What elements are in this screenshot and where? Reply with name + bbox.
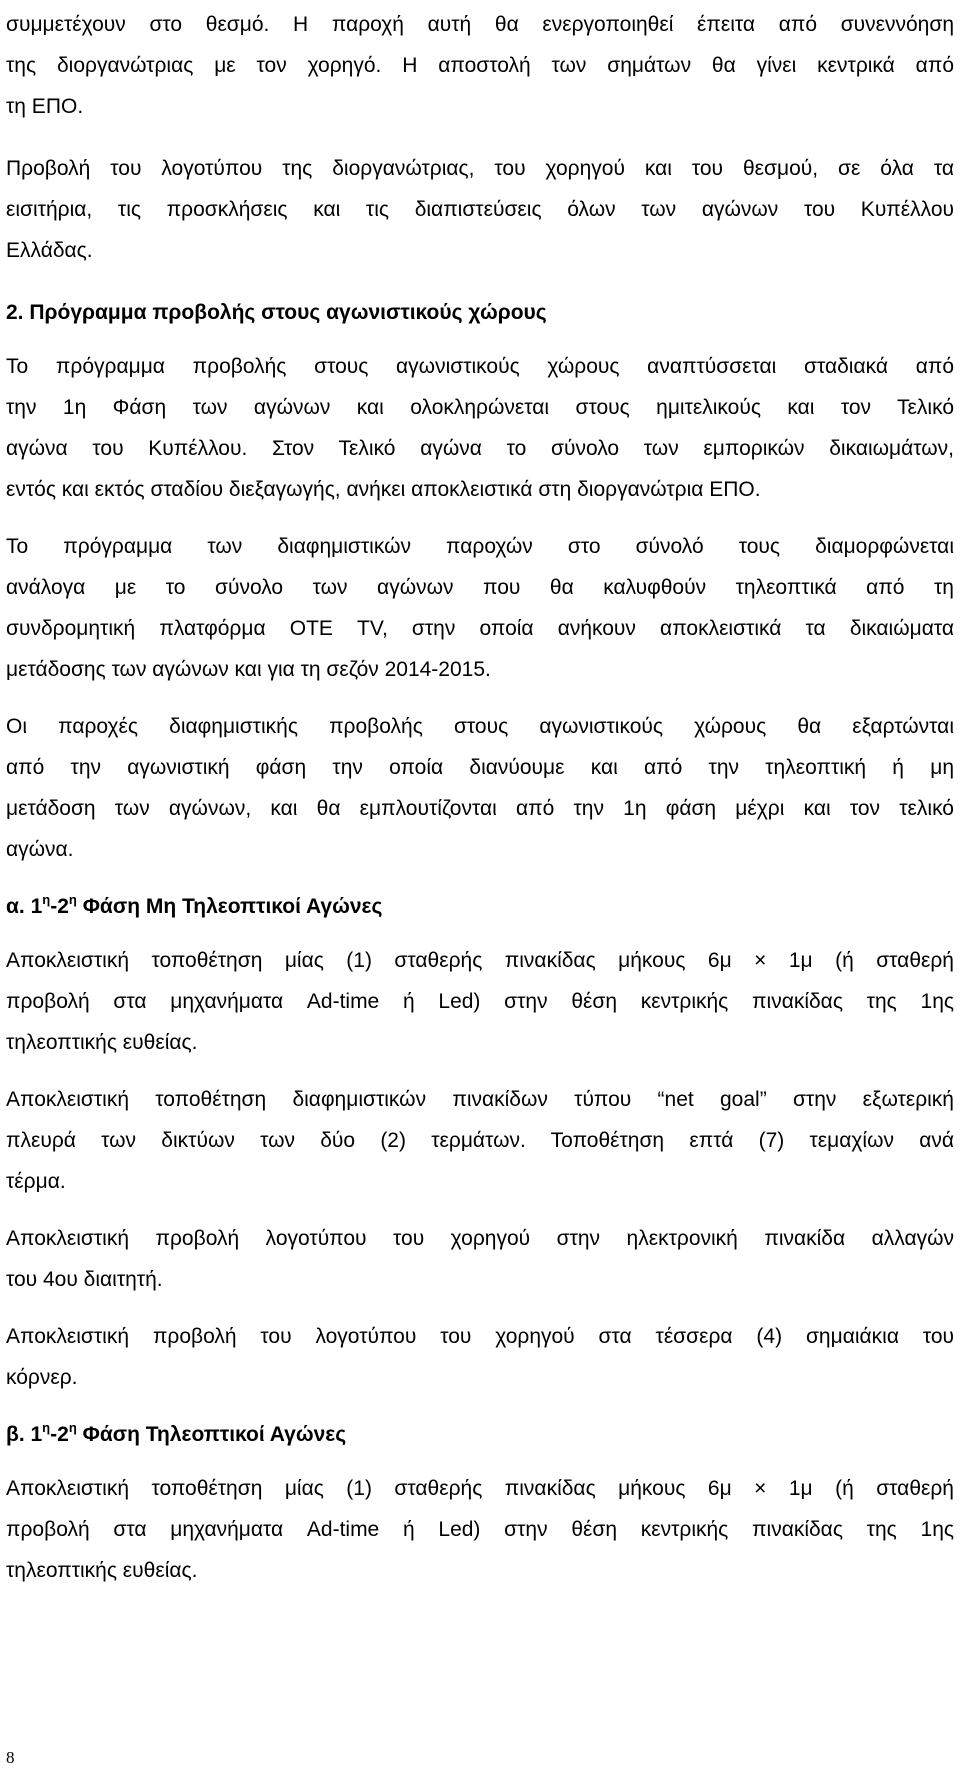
subsection-a-paragraph-2 xyxy=(6,1079,954,1202)
superscript: η xyxy=(42,892,51,907)
page-content xyxy=(6,4,954,1607)
text-line: Αποκλειστική προβολή του λογοτύπου του χορηγού στα τέσσερα (4) σημαιάκια του xyxy=(6,1325,954,1348)
text-line: αγώνα. xyxy=(6,838,74,861)
text-line: κόρνερ. xyxy=(6,1366,78,1389)
text-line: συνδρομητική πλατφόρμα ΟΤΕ TV, στην οποία ανήκουν αποκλειστικά τα δικαιώματα xyxy=(6,617,954,640)
text-line: αγώνα του Κυπέλλου. Στον Τελικό αγώνα το σύνολο των εμπορικών δικαιωμάτων, xyxy=(6,437,954,460)
text-line: Οι παροχές διαφημιστικής προβολής στους αγωνιστικούς χώρους θα εξαρτώνται xyxy=(6,715,954,738)
section-2-paragraph-1 xyxy=(6,346,954,510)
logo-projection-paragraph xyxy=(6,148,954,271)
text-line: μετάδοσης των αγώνων και για τη σεζόν 2014-2015. xyxy=(6,658,491,681)
subsection-b-prefix: β. 1 xyxy=(6,1423,43,1446)
text-line: πλευρά των δικτύων των δύο (2) τερμάτων. Τοποθέτηση επτά (7) τεμαχίων ανά xyxy=(6,1129,954,1152)
subsection-a-dash: -2 xyxy=(50,895,69,918)
text-line: μετάδοση των αγώνων, και θα εμπλουτίζονται από την 1η φάση μέχρι και τον τελικό xyxy=(6,797,954,820)
section-2-heading: 2. Πρόγραμμα προβολής στους αγωνιστικούς χώρους xyxy=(6,301,547,324)
text-line: Αποκλειστική τοποθέτηση διαφημιστικών πινακίδων τύπου “net goal” στην εξωτερική xyxy=(6,1088,954,1111)
page-number: 8 xyxy=(6,1748,15,1767)
superscript: η xyxy=(42,1420,51,1435)
subsection-a-paragraph-1 xyxy=(6,940,954,1063)
text-line: από την αγωνιστική φάση την οποία διανύουμε και από την τηλεοπτική ή μη xyxy=(6,756,954,779)
text-line: του 4ου διαιτητή. xyxy=(6,1268,163,1291)
text-line: προβολή στα μηχανήματα Ad-time ή Led) στην θέση κεντρικής πινακίδας της 1ης xyxy=(6,1518,954,1541)
subsection-b-heading xyxy=(6,1414,954,1455)
text-line: τηλεοπτικής ευθείας. xyxy=(6,1559,198,1582)
text-line: τέρμα. xyxy=(6,1170,66,1193)
intro-paragraph xyxy=(6,4,954,127)
subsection-a-title: Φάση Μη Τηλεοπτικοί Αγώνες xyxy=(76,895,383,918)
subsection-b-paragraph-1 xyxy=(6,1468,954,1591)
subsection-a-paragraph-3 xyxy=(6,1218,954,1300)
text-line: τη ΕΠΟ. xyxy=(6,95,84,118)
text-line: Το πρόγραμμα προβολής στους αγωνιστικούς χώρους αναπτύσσεται σταδιακά από xyxy=(6,355,954,378)
subsection-a-paragraph-4 xyxy=(6,1316,954,1398)
text-line: Προβολή του λογοτύπου της διοργανώτριας, του χορηγού και του θεσμού, σε όλα τα xyxy=(6,157,954,180)
subsection-b-title: Φάση Τηλεοπτικοί Αγώνες xyxy=(76,1423,347,1446)
section-2-paragraph-2 xyxy=(6,526,954,690)
text-line: Ελλάδας. xyxy=(6,239,93,262)
superscript: η xyxy=(68,892,77,907)
text-line: ανάλογα με το σύνολο των αγώνων που θα καλυφθούν τηλεοπτικά από τη xyxy=(6,576,954,599)
subsection-b-dash: -2 xyxy=(50,1423,69,1446)
text-line: εισιτήρια, τις προσκλήσεις και τις διαπιστεύσεις όλων των αγώνων του Κυπέλλου xyxy=(6,198,954,221)
text-line: της διοργανώτριας με τον χορηγό. Η αποστολή των σημάτων θα γίνει κεντρικά από xyxy=(6,54,954,77)
text-line: τηλεοπτικής ευθείας. xyxy=(6,1031,198,1054)
subsection-a-prefix: α. 1 xyxy=(6,895,43,918)
text-line: Αποκλειστική προβολή λογοτύπου του χορηγού στην ηλεκτρονική πινακίδα αλλαγών xyxy=(6,1227,954,1250)
text-line: Το πρόγραμμα των διαφημιστικών παροχών στο σύνολό τους διαμορφώνεται xyxy=(6,535,954,558)
text-line: την 1η Φάση των αγώνων και ολοκληρώνεται στους ημιτελικούς και τον Τελικό xyxy=(6,396,954,419)
text-line: Αποκλειστική τοποθέτηση μίας (1) σταθερής πινακίδας μήκους 6μ × 1μ (ή σταθερή xyxy=(6,949,954,972)
subsection-a-heading xyxy=(6,886,954,927)
text-line: συμμετέχουν στο θεσμό. Η παροχή αυτή θα ενεργοποιηθεί έπειτα από συνεννόηση xyxy=(6,13,954,36)
text-line: Αποκλειστική τοποθέτηση μίας (1) σταθερής πινακίδας μήκους 6μ × 1μ (ή σταθερή xyxy=(6,1477,954,1500)
text-line: προβολή στα μηχανήματα Ad-time ή Led) στην θέση κεντρικής πινακίδας της 1ης xyxy=(6,990,954,1013)
superscript: η xyxy=(68,1420,77,1435)
text-line: εντός και εκτός σταδίου διεξαγωγής, ανήκει αποκλειστικά στη διοργανώτρια ΕΠΟ. xyxy=(6,478,761,501)
section-2-paragraph-3 xyxy=(6,706,954,870)
